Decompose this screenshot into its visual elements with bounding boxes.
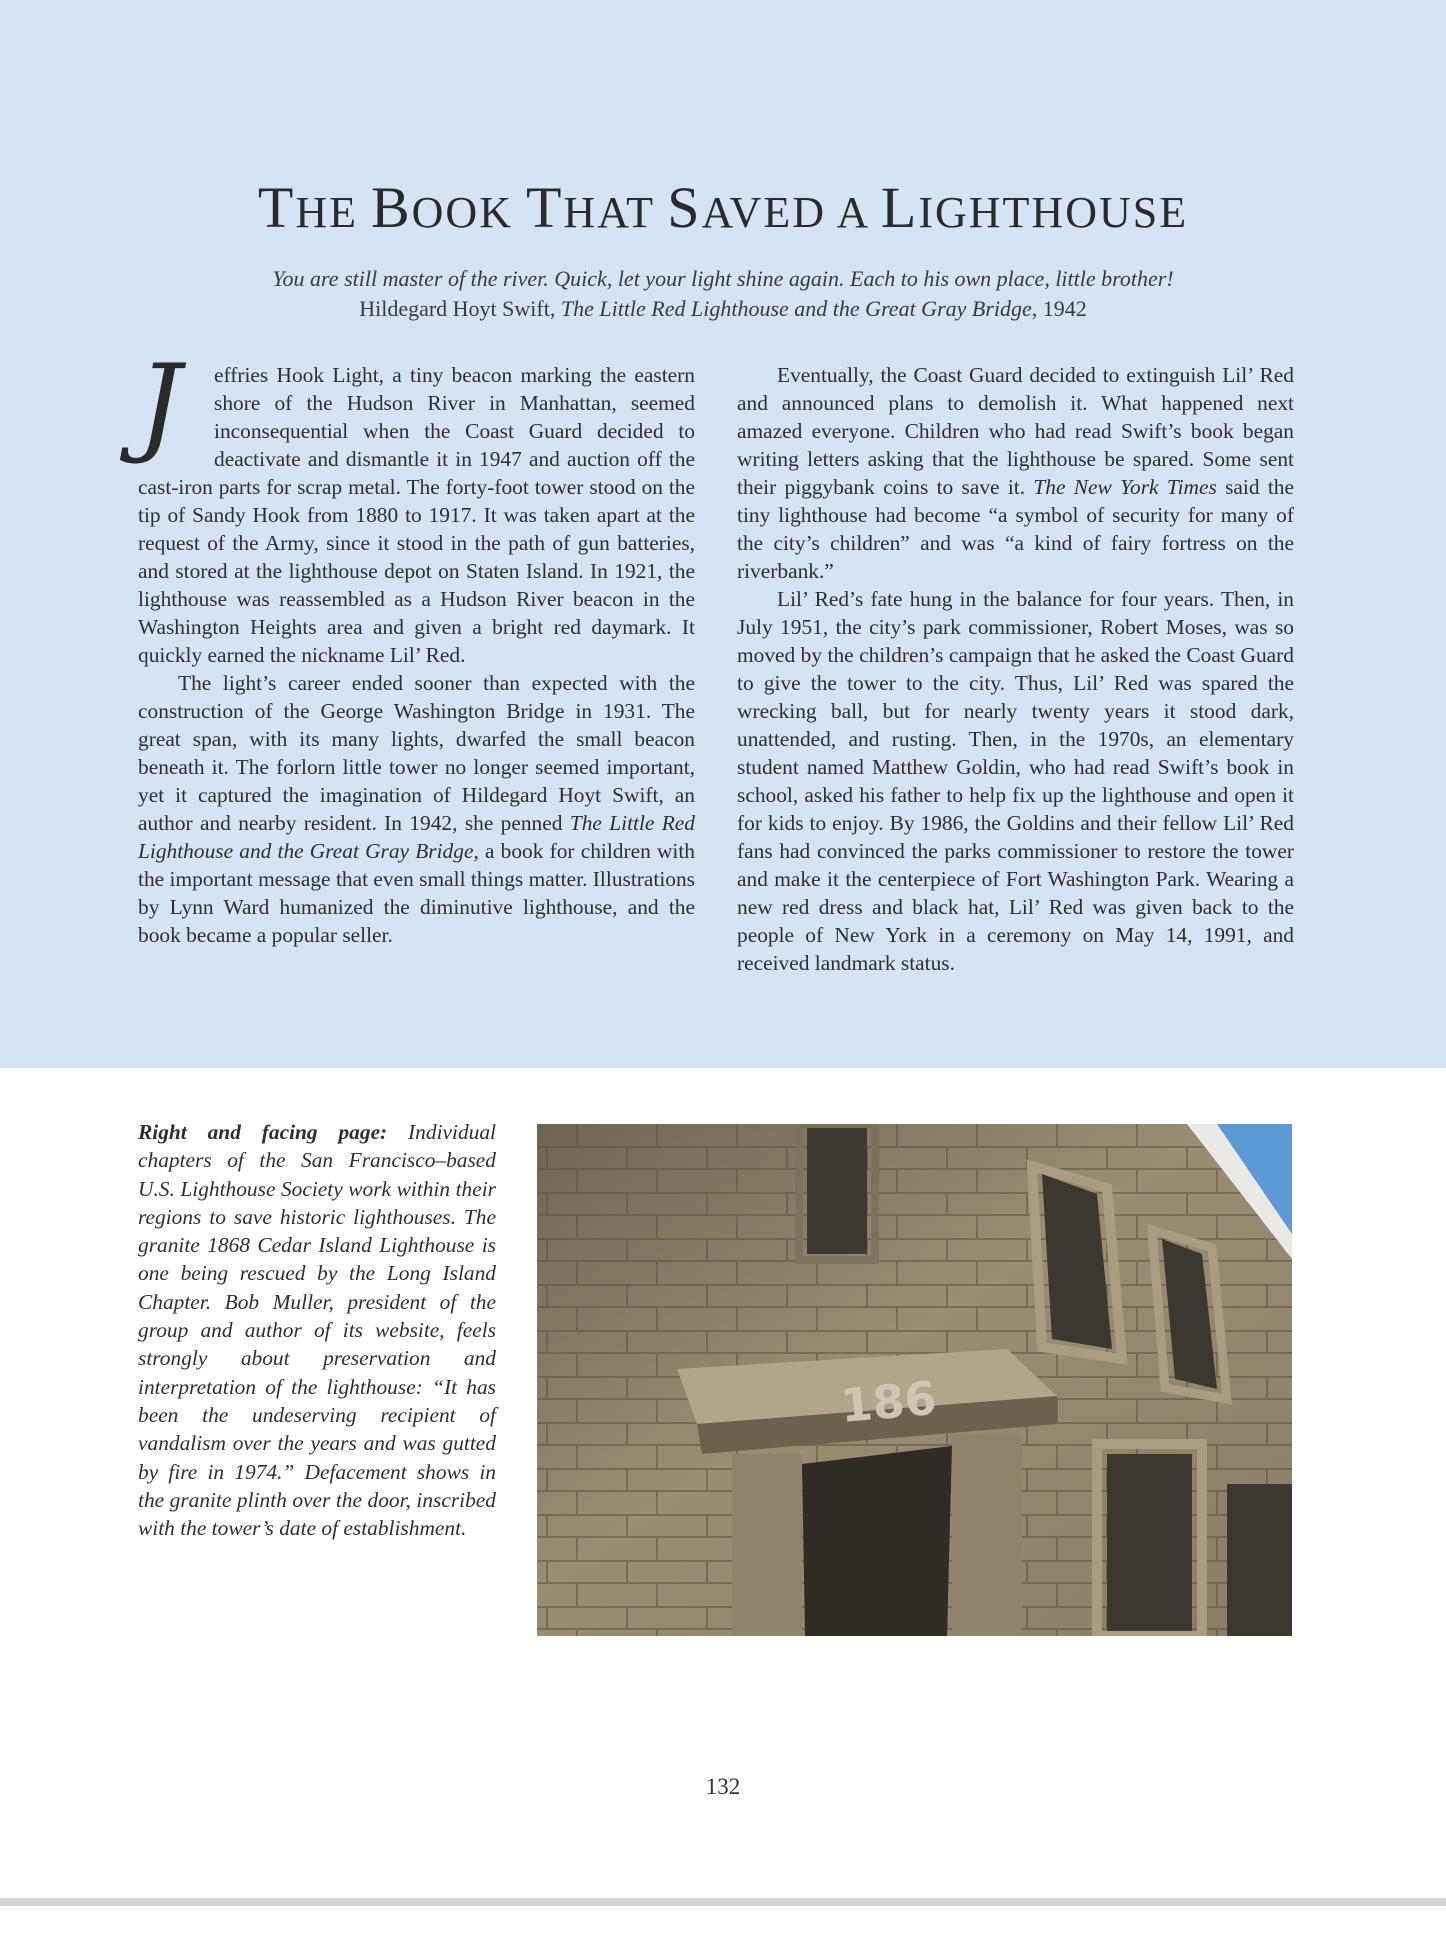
paragraph-children-campaign: Eventually, the Coast Guard decided to extinguish Lil’ Red and announced plans to demolish it. What happened next amazed everyone. Children who had read Swift’s book began writing letters asking that the lighthouse be spared. Some sent their piggybank coins to save it. The New York Times said the tiny lighthouse had become “a symbol of security for many of the city’s children” and was “a kind of fairy fortress on the riverbank.” [737, 363, 1294, 583]
caption-lead: Right and facing page: [138, 1120, 388, 1144]
body-column-right [737, 361, 1294, 977]
book-title-reference: The Little Red Lighthouse and the Great Gray Bridge, [138, 811, 695, 863]
epigraph-quote: You are still master of the river. Quick, let your light shine again. Each to his own place, little brother! [272, 266, 1174, 291]
newspaper-title: The New York Times [1033, 475, 1217, 499]
drop-cap-letter: J [138, 342, 182, 467]
photo-caption: Right and facing page: Individual chapters of the San Francisco–based U.S. Lighthouse Society work within their regions to save historic lighthouses. The granite 1868 Cedar Island Lighthouse is one being rescued by the Long Island Chapter. Bob Muller, president of the group and author of its website, feels strongly about preservation and interpretation of the lighthouse: “It has been the undeserving recipient of vandalism over the years and was gutted by fire in 1974.” Defacement shows in the granite plinth over the door, inscribed with the tower’s date of establishment. [138, 1120, 496, 1541]
paragraph-jeffries-hook: J effries Hook Light, a tiny beacon marking the eastern shore of the Hudson River in Manhattan, seemed inconsequential when the Coast Guard decided to deactivate and dismantle it in 1947 and auction off the cast-iron parts for scrap metal. The forty-foot tower stood on the tip of Sandy Hook from 1880 to 1917. It was taken apart at the request of the Army, since it stood in the path of gun batteries, and stored at the lighthouse depot on Staten Island. In 1921, the lighthouse was reassembled as a Hudson River beacon in the Washington Heights area and given a bright red daymark. It quickly earned the nickname Lil’ Red. [138, 342, 695, 667]
epigraph [0, 264, 1446, 324]
epigraph-book-title: The Little Red Lighthouse and the Great Gray Bridge [560, 296, 1032, 321]
paragraph-restoration: Lil’ Red’s fate hung in the balance for four years. Then, in July 1951, the city’s park commissioner, Robert Moses, was so moved by the children’s campaign that he asked the Coast Guard to give the tower to the city. Thus, Lil’ Red was spared the wrecking ball, but for nearly twenty years it stood dark, unattended, and rusting. Then, in the 1970s, an elementary student named Matthew Goldin, who had read Swift’s book in school, asked his father to help fix up the lighthouse and open it for kids to enjoy. By 1986, the Goldins and their fellow Lil’ Red fans had convinced the parks commissioner to restore the tower and make it the centerpiece of Fort Washington Park. Wearing a new red dress and black hat, Lil’ Red was given back to the people of New York in a ceremony on May 14, 1991, and received landmark status. [737, 587, 1294, 975]
paragraph-bridge-construction: The light’s career ended sooner than expected with the construction of the George Washington Bridge in 1931. The great span, with its many lights, dwarfed the small beacon beneath it. The forlorn little tower no longer seemed important, yet it captured the imagination of Hildegard Hoyt Swift, an author and nearby resident. In 1942, she penned The Little Red Lighthouse and the Great Gray Bridge, a book for children with the important message that even small things matter. Illustrations by Lynn Ward humanized the diminutive lighthouse, and the book became a popular seller. [138, 671, 695, 947]
epigraph-attribution: Hildegard Hoyt Swift, The Little Red Lighthouse and the Great Gray Bridge, 1942 [359, 296, 1087, 321]
bottom-divider [0, 1898, 1446, 1906]
plinth-inscription: 186 [838, 1370, 939, 1433]
page-number: 132 [705, 1774, 741, 1799]
granite-building-illustration [537, 1124, 1292, 1636]
body-column-left [138, 342, 695, 949]
cedar-island-lighthouse-photo [537, 1124, 1292, 1636]
page-title: THE BOOK THAT SAVED A LIGHTHOUSE [257, 175, 1189, 240]
